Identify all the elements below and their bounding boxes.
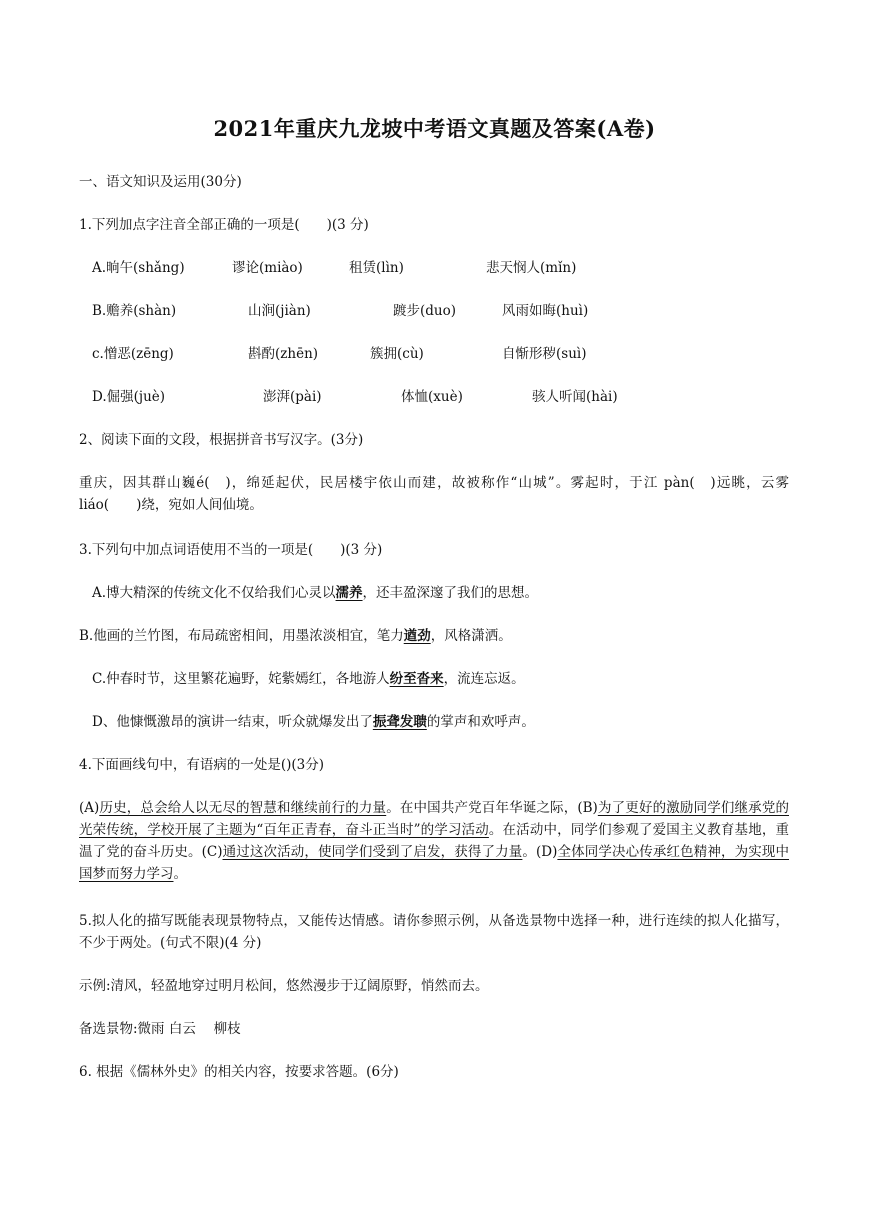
q3-option-c-text-2: ，流连忘返。 xyxy=(443,671,525,687)
q3-option-d-text-2: 的掌声和欢呼声。 xyxy=(426,714,535,730)
q1-row-a-item-2: 谬论(miào) xyxy=(232,260,303,276)
q1-row-d-item-3: 体恤(xuè) xyxy=(401,389,463,405)
q4-sentence-c: 通过这次活动，使同学们受到了启发，获得了力量 xyxy=(222,844,523,860)
page-title: 2021年重庆九龙坡中考语文真题及答案(A卷) xyxy=(213,116,656,141)
q4-text-1: 。在中国共产党百年华诞之际，(B) xyxy=(386,800,598,816)
q1-row-c-item-1: c.憎恶(zēng) xyxy=(92,346,174,362)
q4-sentence-a: 历史，总会给人以无尽的智慧和继续前行的力量 xyxy=(99,800,387,816)
q3-option-b-text-2: ，风格潇洒。 xyxy=(430,628,512,644)
q3-option-a-text-1: A.博大精深的传统文化不仅给我们心灵以 xyxy=(92,585,336,601)
q1-row-a-item-3: 租赁(lìn) xyxy=(349,260,404,276)
q1-row-b-item-1: B.赡养(shàn) xyxy=(92,303,177,319)
q1-row-c-item-2: 斟酌(zhēn) xyxy=(248,346,319,362)
q1-row-d-item-4: 骇人听闻(hài) xyxy=(532,389,618,405)
q4-passage xyxy=(79,797,789,885)
q3-stem: 3.下列句中加点词语使用不当的一项是( )(3 分) xyxy=(79,542,383,558)
q1-row-c-item-4: 自惭形秽(suì) xyxy=(502,346,587,362)
q5-example: 示例:清风，轻盈地穿过明月松间，悠然漫步于辽阔原野，悄然而去。 xyxy=(79,978,489,994)
q5-stem: 5.拟人化的描写既能表现景物特点，又能传达情感。请你参照示例，从备选景物中选择一种，进行连续的拟人化描写，不少于两处。(句式不限)(4 分) xyxy=(79,913,789,951)
q1-row-b-item-4: 风雨如晦(huì) xyxy=(502,303,589,319)
q3-option-a-term: 濡养 xyxy=(335,585,363,601)
q3-option-b xyxy=(79,626,512,646)
q1-row-a-item-1: A.晌午(shǎng) xyxy=(92,260,185,276)
section-heading: 一、语文知识及运用(30分) xyxy=(79,174,242,190)
q3-option-c-term: 纷至沓来 xyxy=(389,671,444,687)
q1-row-a-item-4: 悲天悯人(mǐn) xyxy=(486,260,577,276)
q1-row-d-item-1: D.倔强(juè) xyxy=(92,389,166,405)
q4-label-a: (A) xyxy=(79,800,100,816)
q1-row-b-item-3: 踱步(duo) xyxy=(393,303,456,319)
q3-option-a-text-2: ，还丰盈深邃了我们的思想。 xyxy=(362,585,539,601)
q6-stem: 6. 根据《儒林外史》的相关内容，按要求答题。(6分) xyxy=(79,1064,399,1080)
q3-option-b-term: 遒劲 xyxy=(403,628,431,644)
q3-option-c xyxy=(92,669,525,689)
q4-stem: 4.下面画线句中，有语病的一处是()(3分) xyxy=(79,757,325,773)
q1-stem: 1.下列加点字注音全部正确的一项是( )(3 分) xyxy=(79,217,369,233)
q3-option-d xyxy=(92,712,535,732)
q4-text-3: 。(D) xyxy=(522,844,558,860)
q2-stem: 2、阅读下面的文段，根据拼音书写汉字。(3分) xyxy=(79,432,364,448)
q2-passage: 重庆，因其群山巍é( )，绵延起伏，民居楼宇依山而建，故被称作“山城”。雾起时，于江 pàn( )远眺，云雾 liáo( )绕，宛如人间仙境。 xyxy=(79,475,789,513)
q1-row-b-item-2: 山涧(jiàn) xyxy=(248,303,311,319)
q4-text-4: 。 xyxy=(173,866,187,882)
q1-row-d-item-2: 澎湃(pài) xyxy=(263,389,322,405)
q4-sentence-d: 全体同学决心传承红色精神，为实现中国梦而努力学习 xyxy=(79,844,790,882)
q3-option-d-term: 振聋发聩 xyxy=(372,714,427,730)
q3-option-c-text-1: C.仲春时节，这里繁花遍野，姹紫嫣红，各地游人 xyxy=(92,671,390,687)
q4-sentence-b: 为了更好的激励同学们继承党的光荣传统，学校开展了主题为“百年正青春，奋斗正当时”的学习活动 xyxy=(79,800,789,838)
q5-options: 备选景物:微雨 白云 柳枝 xyxy=(79,1021,241,1037)
q3-option-d-text-1: D、他慷慨激昂的演讲一结束，听众就爆发出了 xyxy=(92,714,373,730)
q4-text-2: 。在活动中，同学们参观了爱国主义教育基地，重温了党的奋斗历史。(C) xyxy=(79,822,789,860)
q1-row-c-item-3: 簇拥(cù) xyxy=(370,346,424,362)
q3-option-a xyxy=(92,583,538,603)
q3-option-b-text-1: B.他画的兰竹图，布局疏密相间，用墨浓淡相宜，笔力 xyxy=(79,628,404,644)
